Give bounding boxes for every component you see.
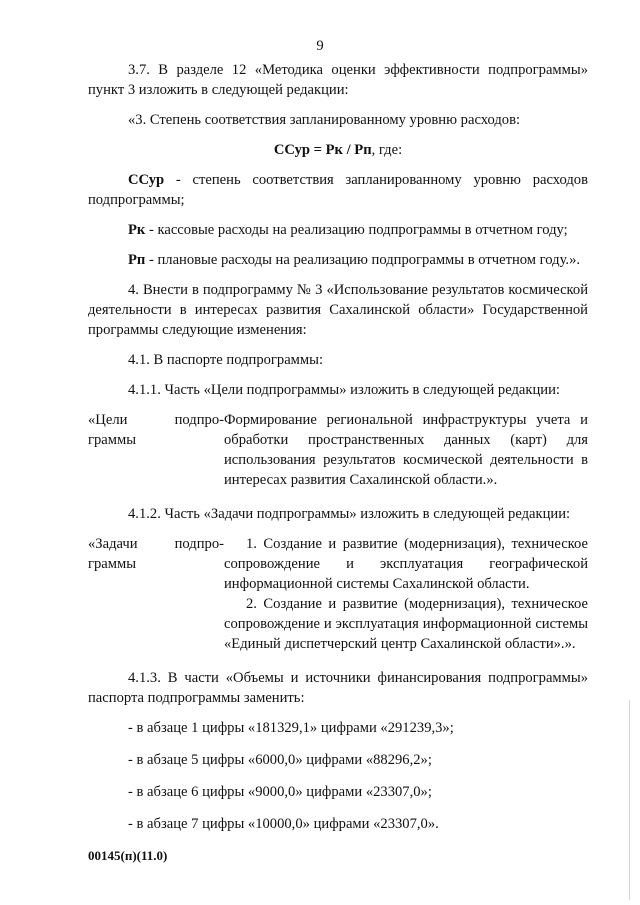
page-number: 9: [316, 38, 324, 54]
definition-rk: [88, 220, 588, 240]
paragraph-3-7: 3.7. В разделе 12 «Методика оценки эффективности подпрограммы» пункт 3 изложить в следующей редакции:: [88, 62, 588, 98]
document-code: 00145(п)(11.0): [88, 848, 168, 863]
definition-term: ССур: [128, 172, 165, 188]
definition-term: Рп: [128, 252, 146, 268]
tasks-table-row: [88, 534, 588, 654]
definition-rp: [88, 250, 588, 270]
list-item: - в абзаце 7 цифры «10000,0» цифрами «23307,0».: [128, 816, 439, 832]
tasks-label-line: «Задачи подпро-: [88, 536, 224, 552]
document-body: [88, 60, 588, 846]
task-item: 1. Создание и развитие (модернизация), техническое сопровождение и эксплуатация географической информационной системы Сахалинской области.: [224, 536, 588, 592]
paragraph-4-1-1: 4.1.1. Часть «Цели подпрограммы» изложить в следующей редакции:: [128, 382, 560, 398]
tasks-label-line: граммы: [88, 556, 137, 572]
paragraph-4-1-2: 4.1.2. Часть «Задачи подпрограммы» изложить в следующей редакции:: [128, 506, 571, 522]
list-item: - в абзаце 6 цифры «9000,0» цифрами «23307,0»;: [128, 784, 432, 800]
definition-term: Рк: [128, 222, 146, 238]
definition-text: - кассовые расходы на реализацию подпрограммы в отчетном году;: [145, 222, 568, 238]
task-item: 2. Создание и развитие (модернизация), техническое сопровождение и эксплуатация информационной системы «Единый диспетчерский центр Сахалинской области».».: [224, 596, 588, 652]
definition-ssur: [88, 170, 588, 210]
formula: [88, 140, 588, 160]
definition-text: - плановые расходы на реализацию подпрограммы в отчетном году.».: [145, 252, 581, 268]
paragraph-4: 4. Внести в подпрограмму № 3 «Использование результатов космической деятельности в интересах развития Сахалинской области» Государственной программы следующие изменения:: [88, 282, 588, 338]
paragraph-4-1: 4.1. В паспорте подпрограммы:: [128, 352, 324, 368]
goals-label-line: «Цели подпро-: [88, 412, 224, 428]
paragraph-4-1-3: 4.1.3. В части «Объемы и источники финансирования подпрограммы» паспорта подпрограммы заменить:: [88, 670, 588, 706]
goals-label-line: граммы: [88, 432, 137, 448]
formula-expression: ССур = Рк / Рп: [273, 142, 372, 158]
scan-artifact-line: [629, 700, 630, 900]
tasks-label: [88, 534, 224, 654]
formula-tail: , где:: [371, 142, 403, 158]
goals-table-row: [88, 410, 588, 490]
tasks-list: [224, 534, 588, 654]
replacement-list: [88, 718, 588, 834]
goals-text: Формирование региональной инфраструктуры учета и обработки пространственных данных (карт) для использования результатов космической деятельности в интересах развития Сахалинской области.».: [224, 412, 588, 488]
goals-label: [88, 410, 224, 490]
paragraph-item-3: «3. Степень соответствия запланированному уровню расходов:: [128, 112, 521, 128]
definition-text: - степень соответствия запланированному уровню расходов подпрограммы;: [88, 172, 588, 208]
list-item: - в абзаце 5 цифры «6000,0» цифрами «88296,2»;: [128, 752, 432, 768]
list-item: - в абзаце 1 цифры «181329,1» цифрами «291239,3»;: [128, 720, 454, 736]
